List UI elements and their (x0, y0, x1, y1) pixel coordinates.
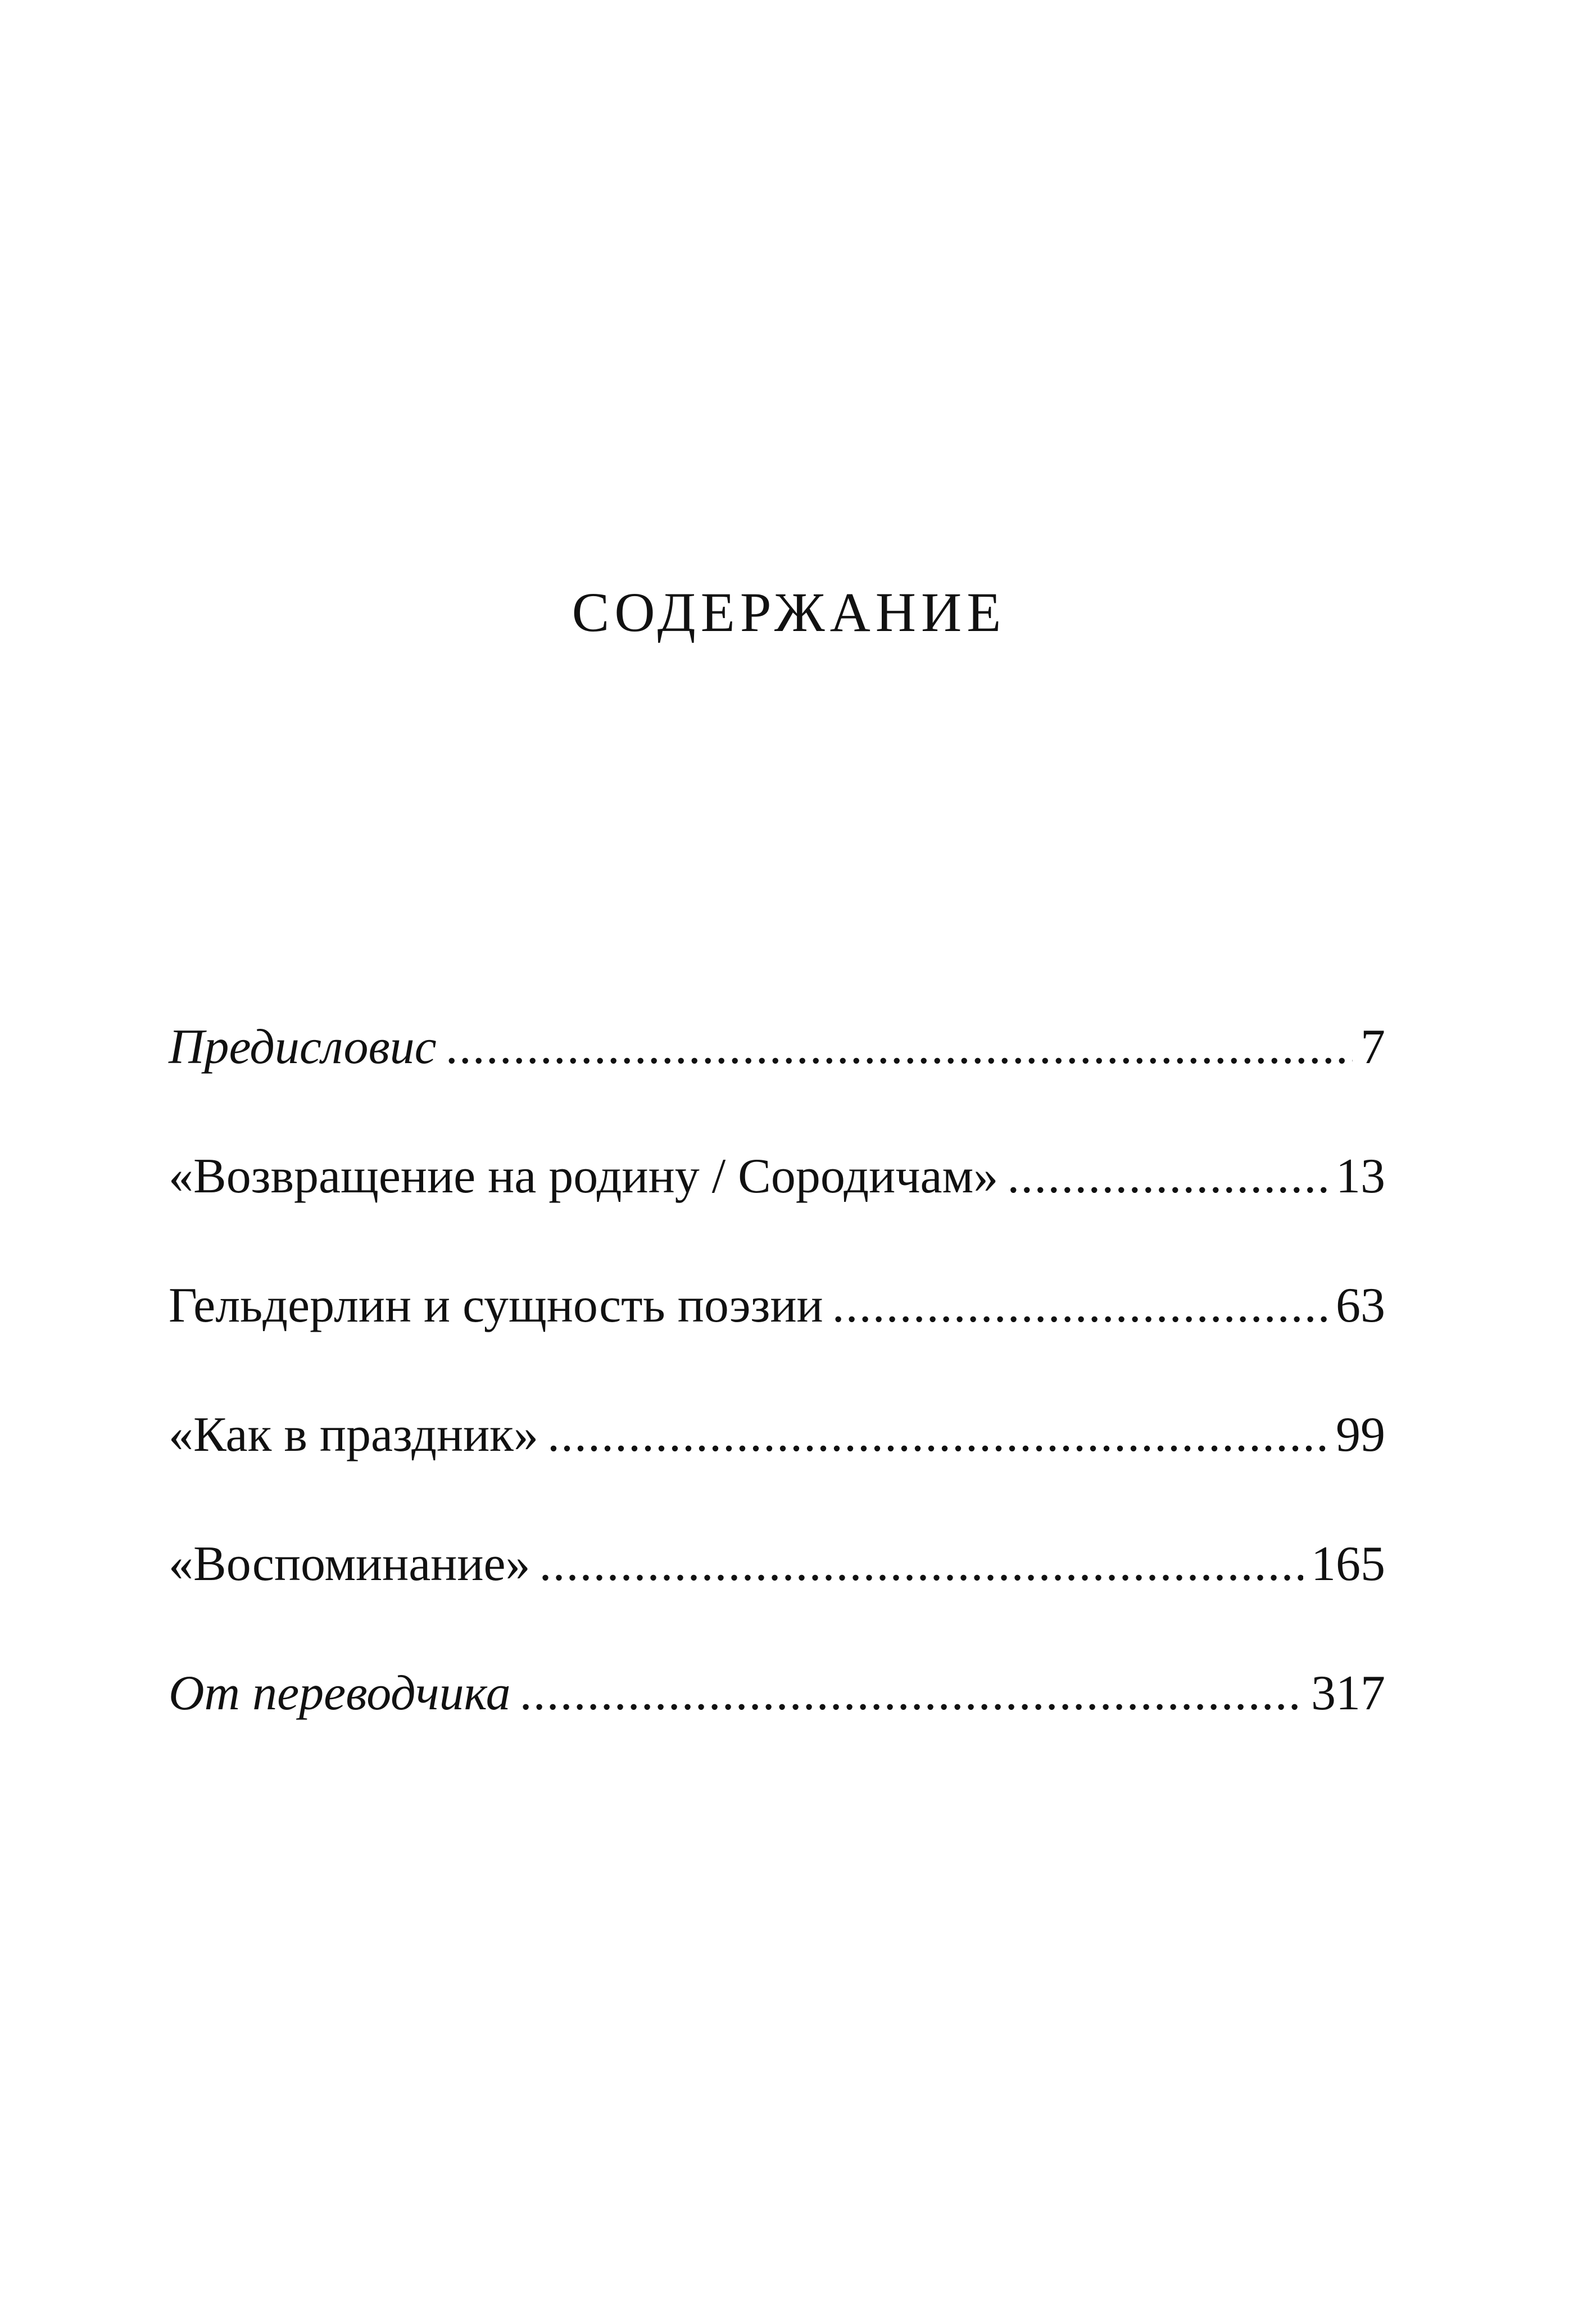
toc-entry-title: «Возвращение на родину / Сородичам» (169, 1149, 999, 1204)
toc-entry-title: От переводчика (169, 1666, 511, 1721)
toc-entry-hoelderlin-essence[interactable] (169, 1278, 1385, 1410)
dot-leader (547, 1410, 1328, 1460)
toc-entry-title: «Как в праздник» (169, 1408, 538, 1462)
toc-entry-page: 165 (1311, 1537, 1385, 1591)
toc-entry-page: 7 (1361, 1020, 1385, 1074)
toc-entry-page: 13 (1336, 1149, 1385, 1204)
toc-entry-as-on-holiday[interactable] (169, 1410, 1385, 1540)
dot-leader (832, 1281, 1328, 1331)
dot-leader (446, 1023, 1353, 1072)
dot-leader (539, 1540, 1303, 1589)
toc-entry-preface[interactable] (169, 1020, 1385, 1152)
toc-entry-homecoming[interactable] (169, 1149, 1385, 1281)
toc-entry-remembrance[interactable] (169, 1537, 1385, 1669)
toc-entry-title: Предисловис (169, 1020, 437, 1074)
toc-entry-title: «Воспоминание» (169, 1537, 530, 1591)
table-of-contents (169, 1020, 1385, 1798)
toc-entry-translator-note[interactable] (169, 1666, 1385, 1798)
toc-entry-title: Гельдерлин и сущность поэзии (169, 1278, 823, 1333)
toc-entry-page: 317 (1311, 1666, 1385, 1721)
toc-entry-page: 99 (1336, 1408, 1385, 1462)
toc-entry-page: 63 (1336, 1278, 1385, 1333)
dot-leader (520, 1669, 1303, 1718)
contents-heading: СОДЕРЖАНИЕ (572, 581, 1006, 643)
dot-leader (1007, 1152, 1328, 1201)
